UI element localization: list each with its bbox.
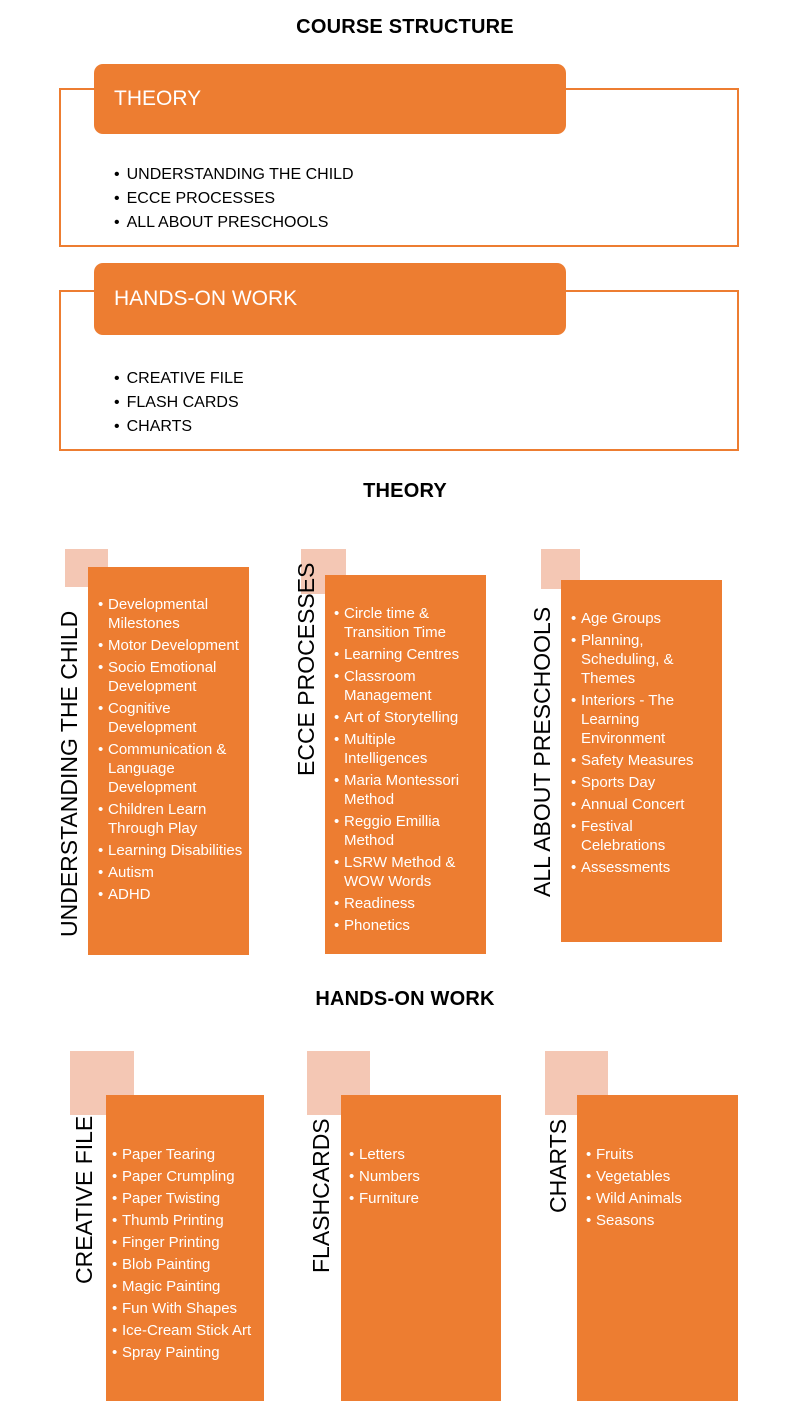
list-item: • Letters [349,1145,497,1164]
list-item: • Readiness [334,894,482,913]
list-item: • Motor Development [98,636,244,655]
list-item: • Festival Celebrations [571,817,717,855]
list-item: • Annual Concert [571,795,717,814]
theory-topic-list [114,163,354,235]
list-item: • UNDERSTANDING THE CHILD [114,163,354,187]
theory-tab: THEORY [94,64,566,134]
list-item: • Autism [98,863,244,882]
charts-panel [577,1095,738,1401]
list-item: • Planning, Scheduling, & Themes [571,631,717,688]
handson-heading: HANDS-ON WORK [315,988,495,1010]
charts-list [586,1145,734,1233]
creative-file-label: CREATIVE FILE [71,1115,97,1284]
list-item: • Finger Printing [112,1233,260,1252]
list-item: • Communication & Language Development [98,740,244,797]
list-item: • Blob Painting [112,1255,260,1274]
list-item: • Fruits [586,1145,734,1164]
list-item: • FLASH CARDS [114,391,244,415]
list-item: • Furniture [349,1189,497,1208]
flashcards-label: FLASHCARDS [308,1118,334,1273]
list-item: • Thumb Printing [112,1211,260,1230]
page-title: COURSE STRUCTURE [296,16,514,38]
list-item: • Vegetables [586,1167,734,1186]
list-item: • Safety Measures [571,751,717,770]
theory-heading: THEORY [363,480,447,502]
list-item: • Paper Tearing [112,1145,260,1164]
list-item: • Art of Storytelling [334,708,482,727]
list-item: • Learning Centres [334,645,482,664]
list-item: • Paper Crumpling [112,1167,260,1186]
list-item: • Age Groups [571,609,717,628]
list-item: • ALL ABOUT PRESCHOOLS [114,211,354,235]
flashcards-list [349,1145,497,1211]
creative-file-list [112,1145,260,1365]
list-item: • ADHD [98,885,244,904]
preschools-list [571,609,717,880]
list-item: • Phonetics [334,916,482,935]
list-item: • Spray Painting [112,1343,260,1362]
handson-tab: HANDS-ON WORK [94,263,566,335]
list-item: • LSRW Method & WOW Words [334,853,482,891]
list-item: • Wild Animals [586,1189,734,1208]
handson-topic-list [114,367,244,439]
list-item: • Interiors - The Learning Environment [571,691,717,748]
preschools-label: ALL ABOUT PRESCHOOLS [529,606,555,897]
flashcards-panel [341,1095,501,1401]
list-item: • Magic Painting [112,1277,260,1296]
ecce-processes-label: ECCE PROCESSES [293,562,319,776]
list-item: • Cognitive Development [98,699,244,737]
charts-label: CHARTS [545,1118,571,1213]
list-item: • CREATIVE FILE [114,367,244,391]
list-item: • Paper Twisting [112,1189,260,1208]
list-item: • Multiple Intelligences [334,730,482,768]
list-item: • Seasons [586,1211,734,1230]
list-item: • Sports Day [571,773,717,792]
list-item: • Numbers [349,1167,497,1186]
understanding-child-list [98,595,244,907]
list-item: • Developmental Milestones [98,595,244,633]
list-item: • Children Learn Through Play [98,800,244,838]
list-item: • Circle time & Transition Time [334,604,482,642]
list-item: • Ice-Cream Stick Art [112,1321,260,1340]
list-item: • Learning Disabilities [98,841,244,860]
list-item: • Fun With Shapes [112,1299,260,1318]
list-item: • ECCE PROCESSES [114,187,354,211]
ecce-processes-list [334,604,482,938]
list-item: • CHARTS [114,415,244,439]
list-item: • Assessments [571,858,717,877]
list-item: • Reggio Emillia Method [334,812,482,850]
list-item: • Classroom Management [334,667,482,705]
list-item: • Maria Montessori Method [334,771,482,809]
understanding-child-label: UNDERSTANDING THE CHILD [56,610,82,937]
list-item: • Socio Emotional Development [98,658,244,696]
